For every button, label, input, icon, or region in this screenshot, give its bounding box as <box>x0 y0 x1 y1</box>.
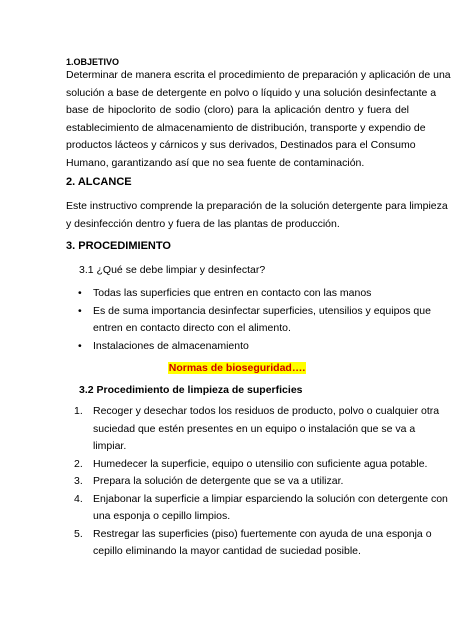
bullet-list <box>66 285 431 356</box>
steps-list <box>66 403 448 561</box>
procedure-heading: 3. PROCEDIMIENTO <box>66 240 171 252</box>
objective-paragraph <box>66 67 451 173</box>
step-line: limpiar. <box>93 440 127 452</box>
list-item-text: entren en contacto directo con el alimento. <box>93 322 291 334</box>
step-item <box>66 403 440 456</box>
step-item <box>66 456 428 474</box>
step-item <box>66 473 412 491</box>
step-line: Humedecer la superficie, equipo o utensilio con suficiente agua potable. <box>93 457 428 470</box>
step-number: 1. <box>74 405 83 417</box>
objective-line: Humano, garantizando así que no sea fuente de contaminación. <box>66 156 365 169</box>
step-number: 2. <box>74 457 83 470</box>
list-item <box>66 338 412 355</box>
objective-heading: 1.OBJETIVO <box>66 57 120 67</box>
bullet-icon: • <box>78 340 82 352</box>
step-number: 3. <box>74 475 83 487</box>
bullet-icon: • <box>78 287 82 299</box>
scope-paragraph <box>66 198 448 233</box>
biosafety-note-text: Normas de bioseguridad…. <box>168 362 306 374</box>
step-line: Prepara la solución de detergente que se va a utilizar. <box>93 475 344 487</box>
list-item <box>66 285 412 302</box>
cleaning-heading: 3.2 Procedimiento de limpieza de superficies <box>79 384 303 396</box>
objective-line: solución a base de detergente en polvo o líquido y una solución desinfectante a <box>66 86 437 99</box>
step-line: Enjabonar la superficie a limpiar esparciendo la solución con detergente con <box>93 492 448 505</box>
procedure-subheading: 3.1 ¿Qué se debe limpiar y desinfectar? <box>79 264 266 276</box>
list-item-text: Instalaciones de almacenamiento <box>93 340 249 352</box>
step-line: una esponja o cepillo limpios. <box>93 510 231 522</box>
scope-line: y desinfección dentro y fuera de las plantas de producción. <box>66 217 340 230</box>
objective-line: establecimiento de almacenamiento de distribución, transporte y expendio de <box>66 121 426 134</box>
biosafety-note <box>0 362 474 374</box>
step-line: cepillo eliminando la mayor cantidad de suciedad posible. <box>93 545 361 557</box>
objective-line: base de hipoclorito de sodio (cloro) para la aplicación dentro y fuera del <box>66 104 409 117</box>
step-item <box>66 491 448 526</box>
objective-line: productos lácteos y cárnicos y sus derivados, Destinados para el Consumo <box>66 139 416 152</box>
step-number: 5. <box>74 527 83 540</box>
list-item <box>66 303 431 337</box>
list-item-text: Es de suma importancia desinfectar superficies, utensilios y equipos que <box>93 305 431 317</box>
step-number: 4. <box>74 492 83 505</box>
bullet-icon: • <box>78 305 82 317</box>
scope-heading: 2. ALCANCE <box>66 176 132 188</box>
scope-line: Este instructivo comprende la preparación de la solución detergente para limpieza <box>66 200 448 212</box>
list-item-text: Todas las superficies que entren en contacto con las manos <box>93 287 372 299</box>
step-line: Restregar las superficies (piso) fuertemente con ayuda de una esponja o <box>93 527 432 540</box>
step-item <box>66 526 432 561</box>
step-line: Recoger y desechar todos los residuos de producto, polvo o cualquier otra <box>93 405 440 417</box>
step-line: suciedad que estén presentes en un equipo o instalación que se va a <box>93 422 416 435</box>
objective-line: Determinar de manera escrita el procedimiento de preparación y aplicación de una <box>66 69 451 81</box>
